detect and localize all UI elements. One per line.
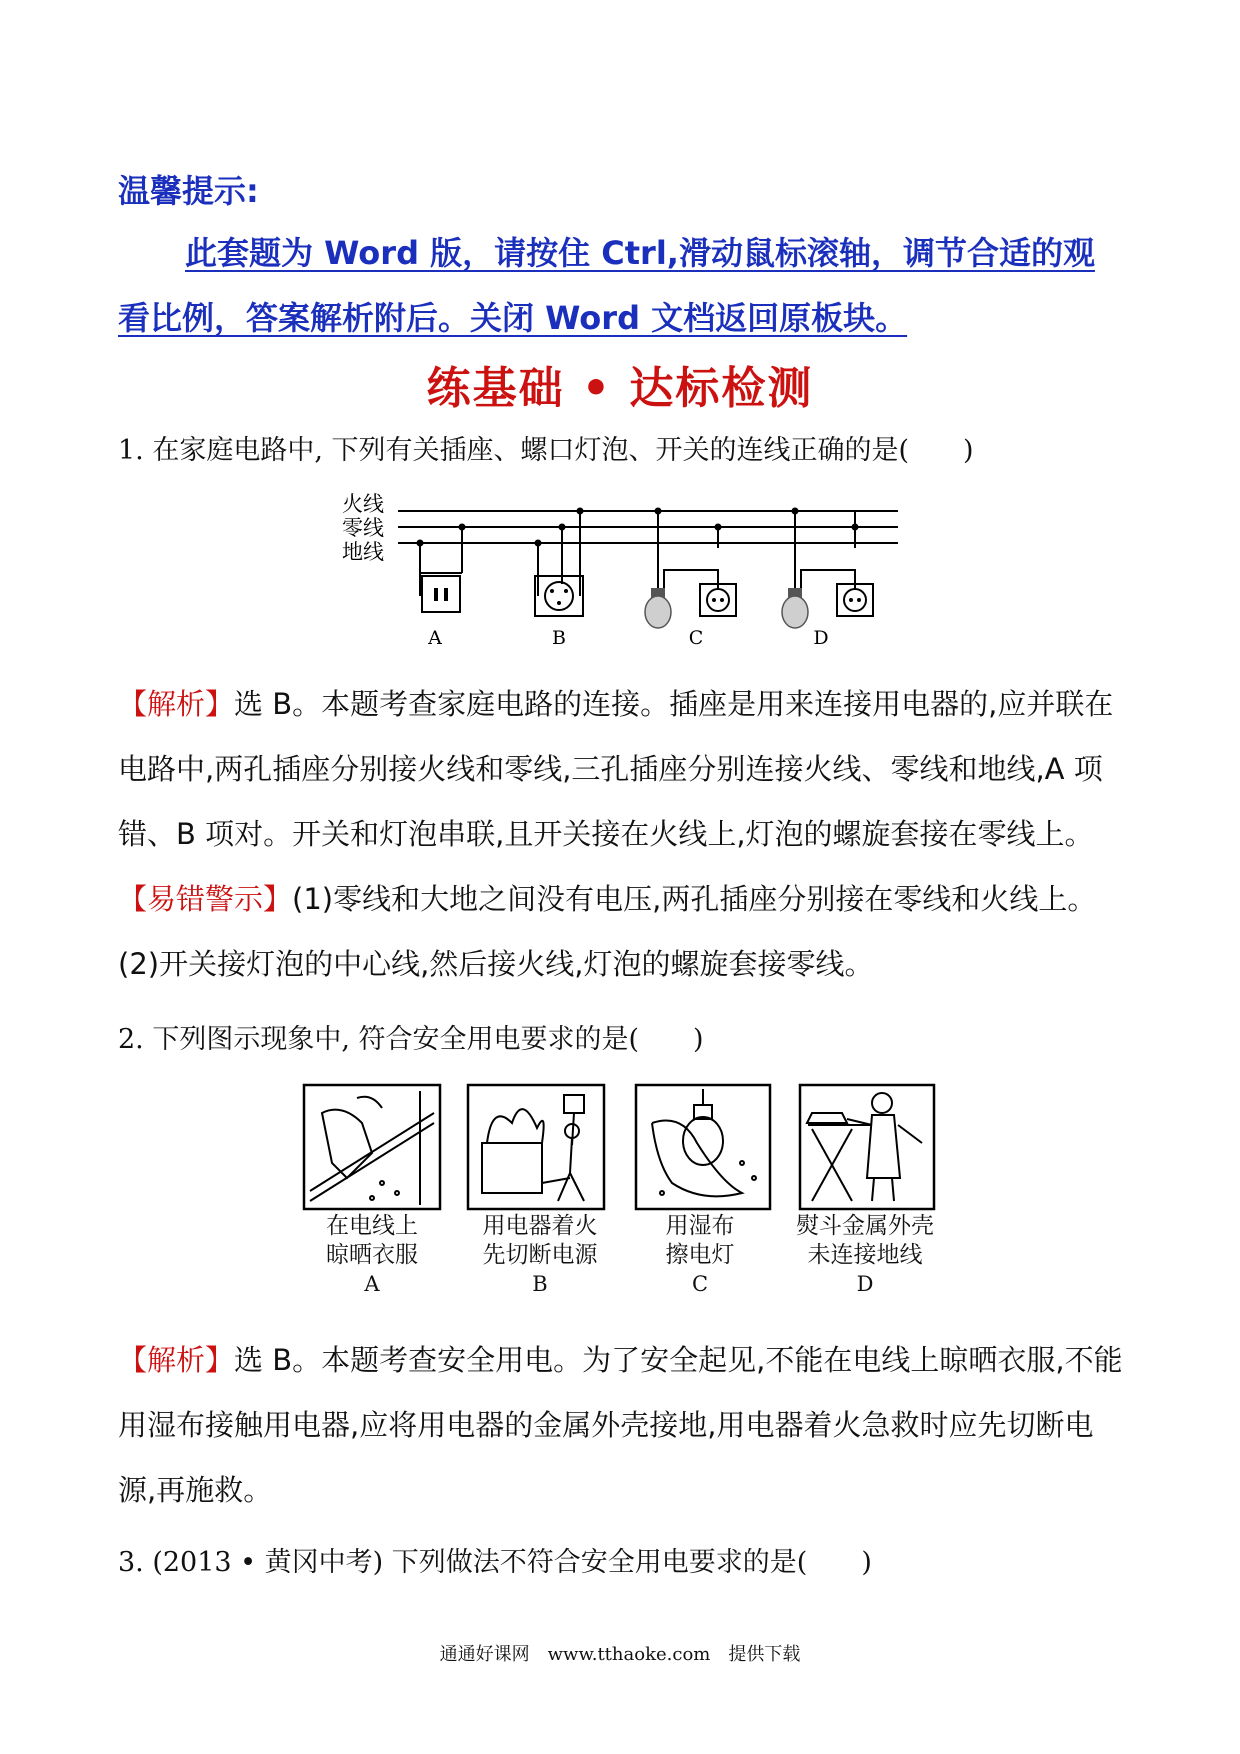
q1-analysis bbox=[118, 672, 1113, 997]
analysis-tag: 【解析】 bbox=[118, 1343, 235, 1377]
caption-letter: A bbox=[364, 1272, 380, 1296]
wire-label-neutral: 零线 bbox=[342, 516, 384, 540]
question-3-stem: 3. (2013 • 黄冈中考) 下列做法不符合安全用电要求的是( ) bbox=[118, 1547, 872, 1578]
q2-analysis bbox=[118, 1328, 1123, 1523]
tip-line-2[interactable]: 看比例，答案解析附后。关闭 Word 文档返回原板块。 bbox=[118, 299, 908, 337]
caption-letter: C bbox=[691, 1272, 709, 1296]
wire-label-ground: 地线 bbox=[342, 540, 384, 564]
analysis-line: 选 B。本题考查安全用电。为了安全起见,不能在电线上晾晒衣服,不能 bbox=[234, 1343, 1123, 1377]
analysis-tag: 【解析】 bbox=[118, 687, 235, 721]
option-label-a: A bbox=[428, 627, 442, 649]
caption-line: 先切断电源 bbox=[482, 1242, 598, 1268]
bulb-icon bbox=[645, 588, 671, 628]
page-title: 练基础 • 达标检测 bbox=[426, 363, 814, 414]
analysis-line: 错、B 项对。开关和灯泡串联,且开关接在火线上,灯泡的螺旋套接在零线上。 bbox=[118, 817, 1094, 851]
option-label-b: B bbox=[552, 627, 566, 649]
footer: 通通好课网 www.tthaoke.com 提供下载 bbox=[439, 1644, 801, 1665]
circuit-diagram bbox=[330, 488, 910, 653]
caption-line: 熨斗金属外壳 bbox=[796, 1213, 934, 1239]
warning-tag: 【易错警示】 bbox=[118, 882, 293, 916]
warning-line: (1)零线和大地之间没有电压,两孔插座分别接在零线和火线上。 bbox=[292, 882, 1097, 916]
caption-a bbox=[292, 1212, 452, 1299]
analysis-line: 选 B。本题考查家庭电路的连接。插座是用来连接用电器的,应并联在 bbox=[234, 687, 1114, 721]
analysis-line: 电路中,两孔插座分别接火线和零线,三孔插座分别连接火线、零线和地线,A 项 bbox=[118, 752, 1103, 786]
option-label-d: D bbox=[813, 627, 829, 649]
caption-line: 未连接地线 bbox=[807, 1242, 923, 1268]
safety-pictures bbox=[302, 1083, 942, 1213]
analysis-line: 源,再施救。 bbox=[118, 1473, 273, 1507]
caption-line: 用电器着火 bbox=[482, 1213, 598, 1239]
caption-line: 用湿布 bbox=[665, 1213, 735, 1239]
wire-label-live: 火线 bbox=[342, 492, 384, 516]
analysis-line: 用湿布接触用电器,应将用电器的金属外壳接地,用电器着火急救时应先切断电 bbox=[118, 1408, 1094, 1442]
option-label-c: C bbox=[688, 627, 704, 649]
caption-b bbox=[460, 1212, 620, 1299]
tip-line-1[interactable]: 此套题为 Word 版，请按住 Ctrl,滑动鼠标滚轴，调节合适的观 bbox=[185, 234, 1095, 272]
caption-c bbox=[620, 1212, 780, 1299]
question-2-stem: 2. 下列图示现象中, 符合安全用电要求的是( ) bbox=[118, 1024, 704, 1055]
warning-line: (2)开关接灯泡的中心线,然后接火线,灯泡的螺旋套接零线。 bbox=[118, 947, 874, 981]
picture-d bbox=[800, 1085, 934, 1209]
caption-letter: D bbox=[856, 1272, 874, 1296]
bulb-icon bbox=[782, 588, 808, 628]
caption-line: 擦电灯 bbox=[665, 1242, 735, 1268]
caption-letter: B bbox=[532, 1272, 548, 1296]
caption-d bbox=[770, 1212, 960, 1299]
question-1-stem: 1. 在家庭电路中, 下列有关插座、螺口灯泡、开关的连线正确的是( ) bbox=[118, 435, 974, 466]
caption-line: 晾晒衣服 bbox=[326, 1242, 418, 1268]
tip-heading: 温馨提示: bbox=[118, 172, 259, 210]
caption-line: 在电线上 bbox=[326, 1213, 418, 1239]
